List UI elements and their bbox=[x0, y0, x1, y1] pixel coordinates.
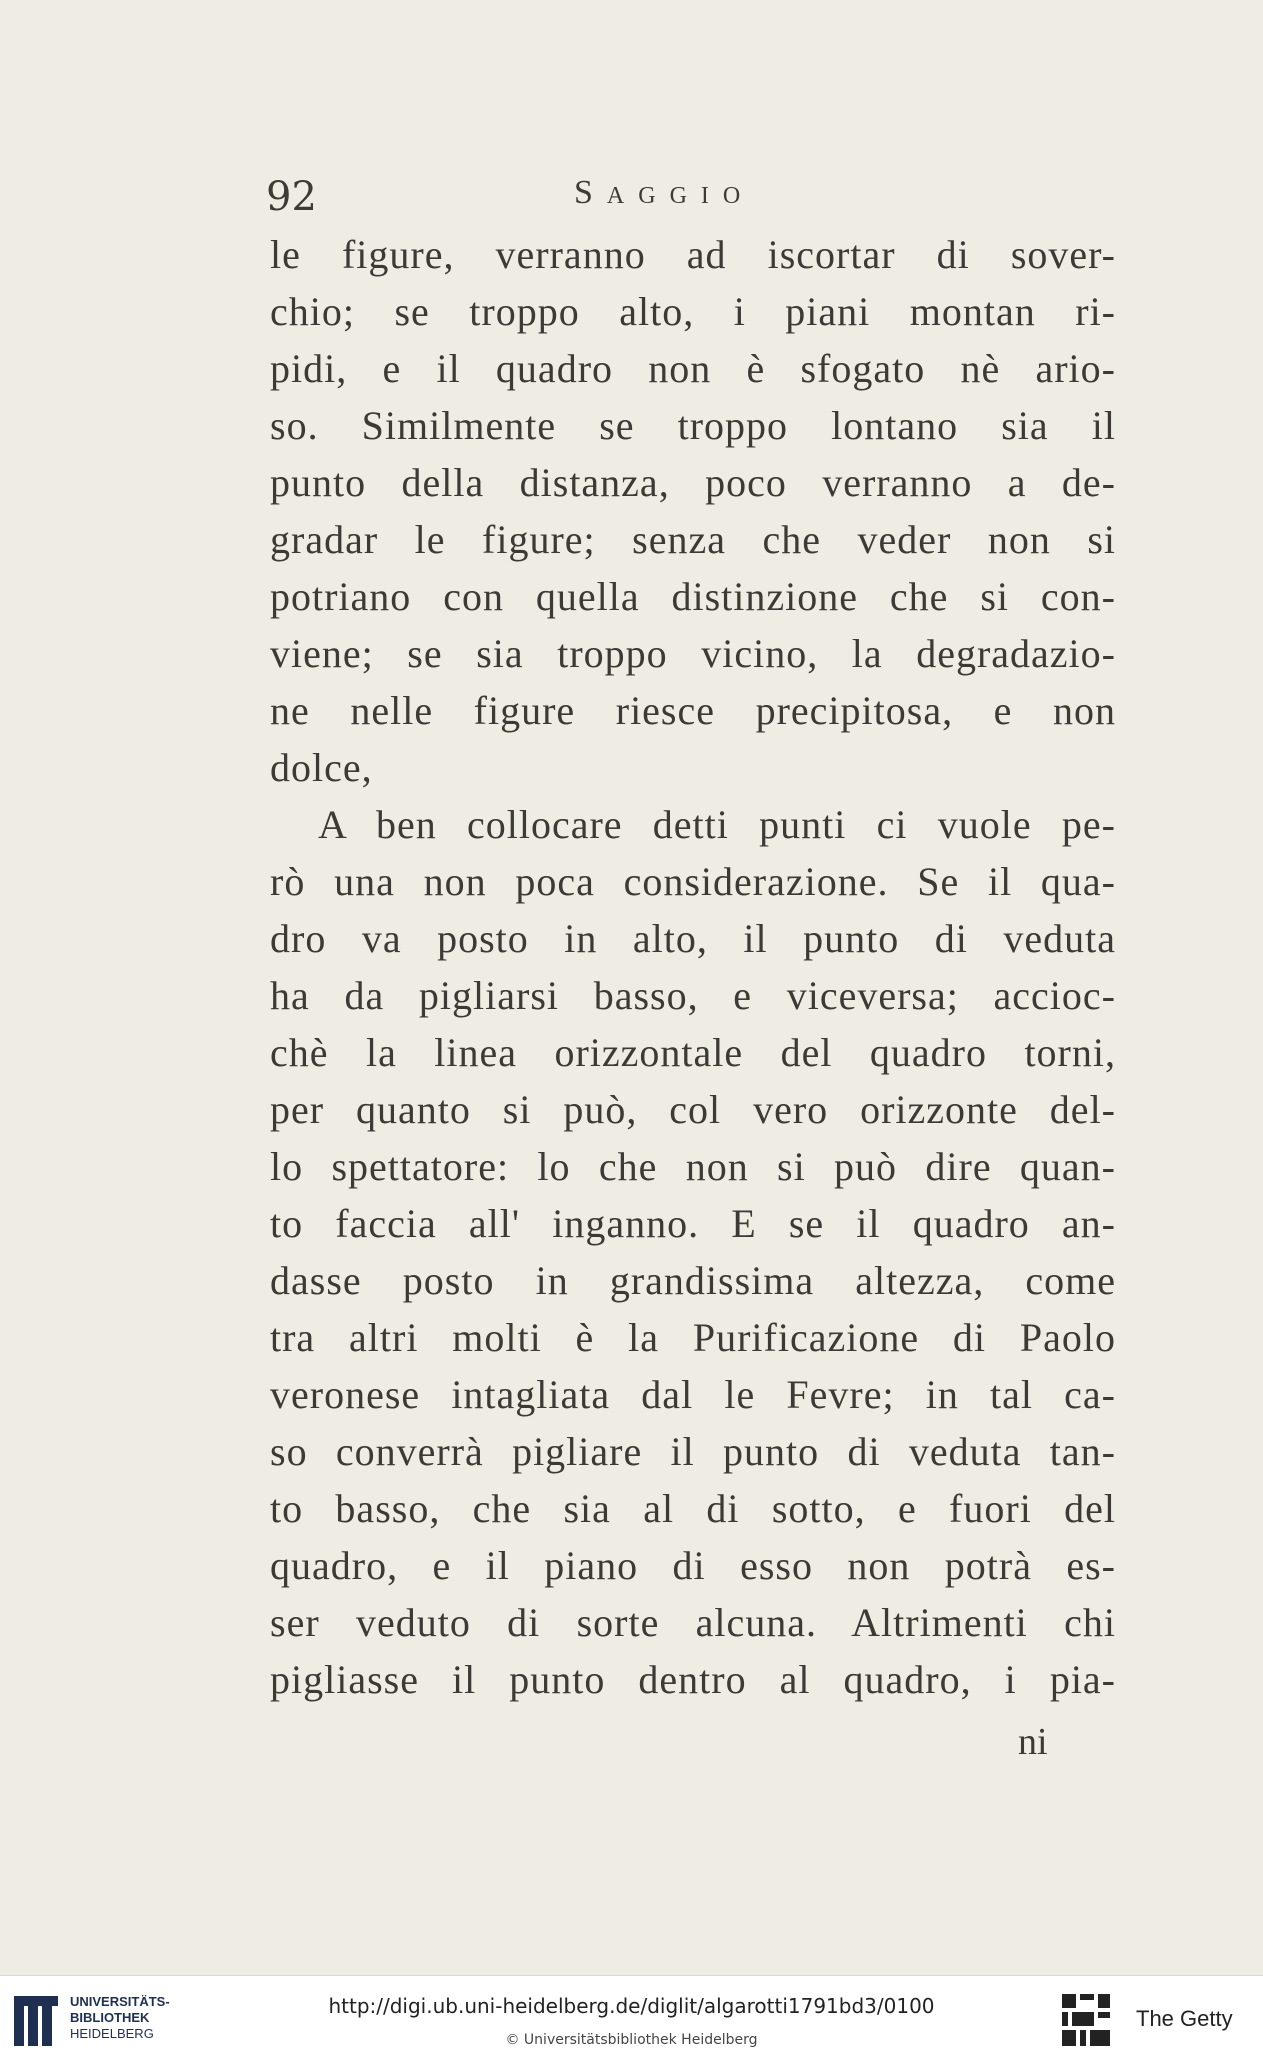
page-number: 92 bbox=[266, 174, 317, 220]
sponsor-name: The Getty bbox=[1136, 2006, 1233, 2031]
copyright-notice: © Universitätsbibliothek Heidelberg bbox=[505, 2032, 758, 2048]
text-line: pigliasse il punto dentro al quadro, i pia- bbox=[270, 1657, 1116, 1702]
text-line: ha da pigliarsi basso, e viceversa; accioc- bbox=[270, 973, 1116, 1018]
text-line: gradar le figure; senza che veder non si bbox=[270, 517, 1116, 562]
text-line: viene; se sia troppo vicino, la degradazio- bbox=[270, 631, 1116, 676]
text-line: ser veduto di sorte alcuna. Altrimenti chi bbox=[270, 1600, 1116, 1645]
text-line: chè la linea orizzontale del quadro torni, bbox=[270, 1030, 1116, 1075]
footer-bar bbox=[0, 1975, 1263, 2066]
permalink-url[interactable]: http://digi.ub.uni-heidelberg.de/diglit/algarotti1791bd3/0100 bbox=[328, 1994, 935, 2018]
text-line: pidi, e il quadro non è sfogato nè ario- bbox=[270, 346, 1116, 391]
text-line: to faccia all' inganno. E se il quadro an- bbox=[270, 1201, 1116, 1246]
text-line: ne nelle figure riesce precipitosa, e non bbox=[270, 688, 1116, 733]
page-header bbox=[266, 168, 1126, 228]
text-line: A ben collocare detti punti ci vuole pe- bbox=[318, 802, 1116, 847]
text-line: punto della distanza, poco verranno a de- bbox=[270, 460, 1116, 505]
text-line: rò una non poca considerazione. Se il qua- bbox=[270, 859, 1116, 904]
text-line: tra altri molti è la Purificazione di Paolo bbox=[270, 1315, 1116, 1360]
text-line: to basso, che sia al di sotto, e fuori del bbox=[270, 1486, 1116, 1531]
body-text bbox=[270, 226, 1116, 1708]
text-line: le figure, verranno ad iscortar di sover- bbox=[270, 232, 1116, 277]
text-line: veronese intagliata dal le Fevre; in tal ca- bbox=[270, 1372, 1116, 1417]
text-line: per quanto si può, col vero orizzonte del- bbox=[270, 1087, 1116, 1132]
getty-logo-icon bbox=[1058, 1990, 1114, 2050]
text-line: so converrà pigliare il punto di veduta tan- bbox=[270, 1429, 1116, 1474]
text-line: potriano con quella distinzione che si con- bbox=[270, 574, 1116, 619]
text-line: dasse posto in grandissima altezza, come bbox=[270, 1258, 1116, 1303]
catchword: ni bbox=[1018, 1721, 1048, 1763]
text-line: quadro, e il piano di esso non potrà es- bbox=[270, 1543, 1116, 1588]
library-name-line2: BIBLIOTHEK bbox=[70, 2010, 150, 2025]
library-name-line3: HEIDELBERG bbox=[70, 2026, 154, 2041]
running-title: Saggio bbox=[574, 174, 755, 211]
text-line: chio; se troppo alto, i piani montan ri- bbox=[270, 289, 1116, 334]
text-line: lo spettatore: lo che non si può dire quan- bbox=[270, 1144, 1116, 1189]
text-line: so. Similmente se troppo lontano sia il bbox=[270, 403, 1116, 448]
library-name-line1: UNIVERSITÄTS- bbox=[70, 1994, 170, 2009]
text-line: dro va posto in alto, il punto di veduta bbox=[270, 916, 1116, 961]
text-line: dolce, bbox=[270, 745, 373, 790]
